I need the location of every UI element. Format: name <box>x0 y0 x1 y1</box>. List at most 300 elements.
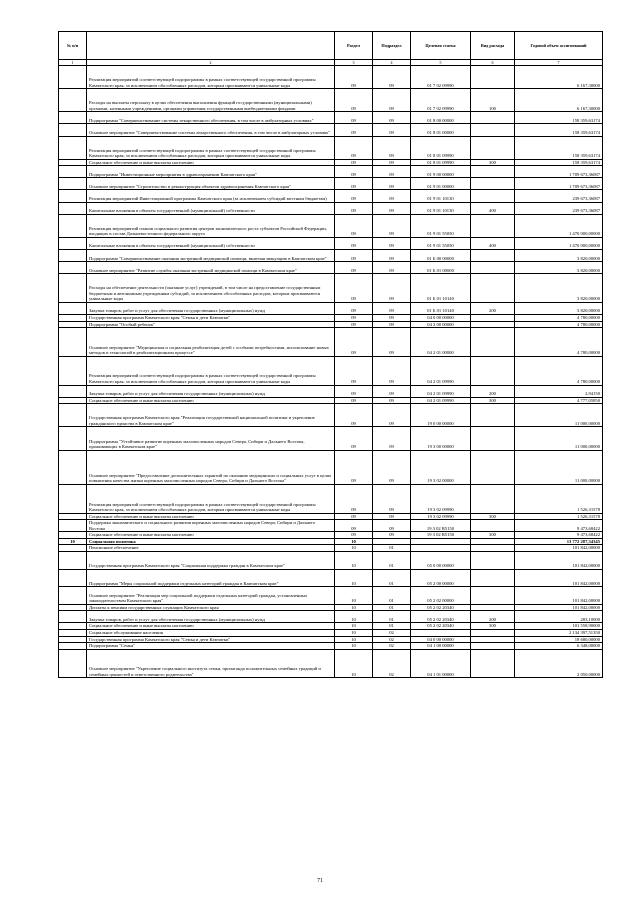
row-number <box>59 89 87 112</box>
row-section: 09 <box>335 237 373 249</box>
row-expense-type: 200 <box>471 385 515 397</box>
row-target-article: 04 2 01 00000 <box>411 328 471 357</box>
row-number <box>59 484 87 513</box>
column-index: 2 <box>87 60 335 66</box>
row-section: 09 <box>335 190 373 202</box>
row-subsection: 01 <box>373 611 411 623</box>
row-section: 09 <box>335 66 373 89</box>
row-target-article: 01 9 00 00000 <box>411 166 471 178</box>
row-expense-type <box>471 356 515 385</box>
row-subsection: 09 <box>373 89 411 112</box>
table-row <box>59 112 603 124</box>
table-row <box>59 302 603 314</box>
row-expense-type: 100 <box>471 89 515 112</box>
row-subsection: 09 <box>373 178 411 190</box>
row-name: Основное мероприятие "Строительство и реконструкция объектов здравоохранения Камчатского края" <box>87 178 335 190</box>
row-subsection: 09 <box>373 356 411 385</box>
row-subsection: 01 <box>373 623 411 630</box>
row-target-article: 04 2 01 09990 <box>411 385 471 397</box>
row-expense-type <box>471 404 515 427</box>
row-amount: 158 359,63174 <box>515 136 603 159</box>
table-row <box>59 214 603 237</box>
row-section: 10 <box>335 538 373 545</box>
row-target-article: 19 3 02 09990 <box>411 484 471 513</box>
row-section: 09 <box>335 404 373 427</box>
row-subsection: 09 <box>373 321 411 328</box>
row-amount: 11 000,00000 <box>515 427 603 450</box>
row-subsection: 01 <box>373 604 411 611</box>
row-name: Государственная программа Камчатского края "Социальная поддержка граждан в Камчатском крае" <box>87 551 335 569</box>
row-name: Социальное обеспечение и иные выплаты населению <box>87 623 335 630</box>
row-amount: 3 820,00000 <box>515 262 603 274</box>
row-amount: 101 842,00000 <box>515 545 603 552</box>
row-subsection: 09 <box>373 166 411 178</box>
table-row <box>59 136 603 159</box>
row-name: Социальное обеспечение и иные выплаты населению <box>87 397 335 404</box>
row-expense-type <box>471 520 515 532</box>
row-expense-type <box>471 484 515 513</box>
row-expense-type: 300 <box>471 513 515 520</box>
row-amount: 1 526,31578 <box>515 484 603 513</box>
row-target-article: 01 8 00 00000 <box>411 112 471 124</box>
row-expense-type: 300 <box>471 532 515 539</box>
row-name: Подпрограмма "Устойчивое развитие коренных малочисленных народов Севера, Сибири и Дальнего Востока, проживающих в Камчатском крае" <box>87 427 335 450</box>
row-number <box>59 520 87 532</box>
header-num: № п/п <box>59 32 87 60</box>
row-number <box>59 214 87 237</box>
row-subsection: 09 <box>373 237 411 249</box>
row-section: 09 <box>335 124 373 136</box>
header-annual-amount: Годовой объем ассигнований <box>515 32 603 60</box>
row-subsection: 09 <box>373 520 411 532</box>
row-section: 10 <box>335 636 373 643</box>
row-name: Основное мероприятие "Медицинская и социальная реабилитация детей с особыми потребностями, использование новых методов и технологий в реабилитационном процессе" <box>87 328 335 357</box>
row-target-article: 19 3 02 R5150 <box>411 532 471 539</box>
row-number <box>59 202 87 214</box>
column-index: 4 <box>373 60 411 66</box>
row-name: Государственная программа Камчатского края "Семья и дети Камчатки" <box>87 314 335 321</box>
row-amount: 101 842,00000 <box>515 604 603 611</box>
row-expense-type: 200 <box>471 302 515 314</box>
row-number <box>59 551 87 569</box>
row-expense-type <box>471 569 515 587</box>
row-expense-type <box>471 178 515 190</box>
table-row <box>59 484 603 513</box>
row-amount: 1 470 000,00000 <box>515 237 603 249</box>
row-target-article: 19 0 00 00000 <box>411 404 471 427</box>
row-section: 10 <box>335 551 373 569</box>
row-target-article: 04 2 00 00000 <box>411 321 471 328</box>
row-number <box>59 569 87 587</box>
row-number <box>59 190 87 202</box>
row-name: Подпрограмма "Семья" <box>87 643 335 650</box>
row-subsection: 09 <box>373 314 411 321</box>
row-amount: 1 526,31578 <box>515 513 603 520</box>
table-row <box>59 450 603 484</box>
row-section: 09 <box>335 89 373 112</box>
row-section: 09 <box>335 202 373 214</box>
column-index: 1 <box>59 60 87 66</box>
row-number: 10 <box>59 538 87 545</box>
row-amount: 101 842,00000 <box>515 551 603 569</box>
row-name: Поддержка экономического и социального развития коренных малочисленных народов Севера, Сибири и Дальнего Востока <box>87 520 335 532</box>
row-target-article: 01 9 01 10130 <box>411 202 471 214</box>
row-number <box>59 66 87 89</box>
row-name: Пенсионное обеспечение <box>87 545 335 552</box>
row-subsection: 02 <box>373 643 411 650</box>
row-target-article: 01 8 01 09990 <box>411 159 471 166</box>
row-name: Подпрограмма "Особый ребенок" <box>87 321 335 328</box>
table-row <box>59 427 603 450</box>
header-subsection: Подраздел <box>373 32 411 60</box>
row-number <box>59 356 87 385</box>
row-name: Закупка товаров, работ и услуг для обеспечения государственных (муниципальных) нужд <box>87 611 335 623</box>
row-section: 09 <box>335 166 373 178</box>
table-row <box>59 124 603 136</box>
row-name: Государственная программа Камчатского края "Семья и дети Камчатки" <box>87 636 335 643</box>
row-section: 10 <box>335 587 373 605</box>
row-target-article: 01 7 02 09990 <box>411 66 471 89</box>
row-target-article: 01 9 01 55050 <box>411 237 471 249</box>
row-amount: 2 050,00000 <box>515 649 603 678</box>
row-amount: 1 709 673,36087 <box>515 178 603 190</box>
row-section: 09 <box>335 450 373 484</box>
row-amount: 101 842,00000 <box>515 569 603 587</box>
row-section: 09 <box>335 314 373 321</box>
row-name: Подпрограмма "Инвестиционные мероприятия в здравоохранении Камчатского края" <box>87 166 335 178</box>
row-name: Реализация мероприятий Инвестиционной программы Камчатского края (за исключением субсидий местным бюджетам) <box>87 190 335 202</box>
column-index: 3 <box>335 60 373 66</box>
row-subsection: 01 <box>373 551 411 569</box>
row-section: 09 <box>335 484 373 513</box>
column-index: 5 <box>411 60 471 66</box>
row-expense-type <box>471 649 515 678</box>
table-row <box>59 237 603 249</box>
row-expense-type <box>471 328 515 357</box>
row-amount: 4 780,00000 <box>515 356 603 385</box>
row-amount: 4 780,00000 <box>515 328 603 357</box>
row-name: Реализация мероприятий соответствующей подпрограммы в рамках соответствующей государственной программы Камчатского края, за исключением обособленных расходов, которым присваиваются уникальные коды <box>87 66 335 89</box>
row-subsection: 02 <box>373 636 411 643</box>
row-subsection: 09 <box>373 190 411 202</box>
row-subsection: 09 <box>373 404 411 427</box>
row-name: Основное мероприятие "Развитие службы оказания экстренной медицинской помощи в Камчатском крае" <box>87 262 335 274</box>
row-subsection: 09 <box>373 112 411 124</box>
row-name: Реализация мероприятий соответствующей подпрограммы в рамках соответствующей государственной программы Камчатского края, за исключением обособленных расходов, которым присваиваются уникальные коды <box>87 484 335 513</box>
row-number <box>59 178 87 190</box>
row-expense-type <box>471 166 515 178</box>
row-target-article: 05 2 02 20340 <box>411 623 471 630</box>
header-section: Раздел <box>335 32 373 60</box>
row-amount: 158 359,63174 <box>515 159 603 166</box>
row-amount: 2,94150 <box>515 385 603 397</box>
table-row <box>59 166 603 178</box>
row-target-article: 01 Б 01 00000 <box>411 262 471 274</box>
row-amount: 3 820,00000 <box>515 274 603 303</box>
table-row <box>59 190 603 202</box>
table-body <box>59 66 603 678</box>
row-expense-type <box>471 551 515 569</box>
row-name: Реализация мероприятий планов социального развития центров экономического роста субъектов Российской Федерации, входящих в состав Дальневосточного федерального округа <box>87 214 335 237</box>
row-section: 09 <box>335 532 373 539</box>
row-amount: 283,10000 <box>515 611 603 623</box>
row-subsection: 09 <box>373 66 411 89</box>
row-section: 09 <box>335 159 373 166</box>
row-name: Закупка товаров, работ и услуг для обеспечения государственных (муниципальных) нужд <box>87 302 335 314</box>
table-row <box>59 551 603 569</box>
row-target-article: 04 1 00 00000 <box>411 643 471 650</box>
row-target-article: 01 7 02 09990 <box>411 89 471 112</box>
row-expense-type <box>471 262 515 274</box>
row-section: 10 <box>335 545 373 552</box>
row-target-article: 05 2 02 00000 <box>411 587 471 605</box>
row-amount: 11 000,00000 <box>515 404 603 427</box>
row-target-article: 04 2 01 09990 <box>411 356 471 385</box>
header-name <box>87 32 335 60</box>
row-section: 09 <box>335 112 373 124</box>
row-amount: 1 709 673,36087 <box>515 166 603 178</box>
row-amount: 9 473,68422 <box>515 532 603 539</box>
row-section: 09 <box>335 328 373 357</box>
budget-table <box>58 31 603 678</box>
row-section: 09 <box>335 302 373 314</box>
row-amount: 101 842,00000 <box>515 587 603 605</box>
row-number <box>59 427 87 450</box>
row-number <box>59 385 87 397</box>
row-name: Капитальные вложения в объекты государственной (муниципальной) собственности <box>87 237 335 249</box>
row-number <box>59 166 87 178</box>
table-header-row <box>59 32 603 60</box>
row-name: Социальное обеспечение и иные выплаты населению <box>87 513 335 520</box>
row-subsection: 09 <box>373 385 411 397</box>
row-section: 09 <box>335 249 373 261</box>
table-row <box>59 520 603 532</box>
row-section: 09 <box>335 136 373 159</box>
row-expense-type <box>471 124 515 136</box>
row-name: Основное мероприятие "Совершенствование системы лекарственного обеспечения, в том числе в амбулаторных условиях" <box>87 124 335 136</box>
row-target-article: 19 3 02 00000 <box>411 450 471 484</box>
row-expense-type: 400 <box>471 237 515 249</box>
row-target-article: 04 0 00 00000 <box>411 314 471 321</box>
row-number <box>59 274 87 303</box>
row-amount: 3 820,00000 <box>515 302 603 314</box>
row-name: Расходы на выплаты персоналу в целях обеспечения выполнения функций государственными (муниципальными) органами, казенными учреждениями, органами управления государственными внебюджетными фондами <box>87 89 335 112</box>
row-amount: 158 359,63174 <box>515 124 603 136</box>
row-amount: 13 772 287,34345 <box>515 538 603 545</box>
table-row <box>59 328 603 357</box>
row-subsection: 09 <box>373 427 411 450</box>
row-target-article: 19 3 02 R5150 <box>411 520 471 532</box>
table-row <box>59 649 603 678</box>
row-number <box>59 450 87 484</box>
row-amount: 11 000,00000 <box>515 450 603 484</box>
row-subsection: 02 <box>373 649 411 678</box>
row-number <box>59 328 87 357</box>
row-name: Основное мероприятие "Реализация мер социальной поддержки отдельных категорий граждан, установленных законодательством Камчатского края" <box>87 587 335 605</box>
table-row <box>59 274 603 303</box>
row-amount: 239 673,36087 <box>515 190 603 202</box>
row-name: Основное мероприятие "Укрепление социального института семьи, пропаганда положительных семейных традиций и семейных ценностей и ответственного родительства" <box>87 649 335 678</box>
row-amount: 158 359,63174 <box>515 112 603 124</box>
row-amount: 4 780,00000 <box>515 321 603 328</box>
row-amount: 2 134 397,51350 <box>515 630 603 637</box>
row-section: 09 <box>335 214 373 237</box>
row-expense-type: 300 <box>471 623 515 630</box>
row-expense-type <box>471 450 515 484</box>
row-subsection: 01 <box>373 569 411 587</box>
row-name: Социальное обеспечение и иные выплаты населению <box>87 159 335 166</box>
row-amount: 9 473,68422 <box>515 520 603 532</box>
column-index: 6 <box>471 60 515 66</box>
row-amount: 1 470 000,00000 <box>515 214 603 237</box>
row-section: 10 <box>335 630 373 637</box>
row-amount: 6 167,30000 <box>515 66 603 89</box>
row-number <box>59 611 87 623</box>
row-subsection: 09 <box>373 513 411 520</box>
row-subsection: 09 <box>373 159 411 166</box>
row-target-article: 05 2 02 20340 <box>411 611 471 623</box>
row-amount: 6 167,30000 <box>515 89 603 112</box>
row-amount: 18 680,00000 <box>515 636 603 643</box>
row-section: 10 <box>335 649 373 678</box>
row-name: Расходы на обеспечение деятельности (оказание услуг) учреждений, в том числе на предоставление государственным бюджетным и автономным учреждениям субсидий, за исключением обособленных расходов, которым присваиваются уникальные коды <box>87 274 335 303</box>
row-section: 09 <box>335 356 373 385</box>
row-subsection: 09 <box>373 124 411 136</box>
row-section: 10 <box>335 623 373 630</box>
row-subsection: 09 <box>373 328 411 357</box>
row-section: 09 <box>335 520 373 532</box>
row-target-article: 01 8 01 00000 <box>411 124 471 136</box>
row-target-article: 04 2 01 09990 <box>411 397 471 404</box>
row-section: 09 <box>335 427 373 450</box>
row-amount: 6 348,00000 <box>515 643 603 650</box>
row-number <box>59 136 87 159</box>
row-name: Подпрограмма "Меры социальной поддержки отдельных категорий граждан в Камчатском крае" <box>87 569 335 587</box>
table-row <box>59 249 603 261</box>
row-subsection: 09 <box>373 262 411 274</box>
row-name: Реализация мероприятий соответствующей подпрограммы в рамках соответствующей государственной программы Камчатского края, за исключением обособленных расходов, которым присваиваются уникальные коды <box>87 356 335 385</box>
header-expense-type: Вид расхода <box>471 32 515 60</box>
row-subsection: 09 <box>373 532 411 539</box>
row-name: Социальная политика <box>87 538 335 545</box>
row-name: Социальное обеспечение и иные выплаты населению <box>87 532 335 539</box>
row-subsection: 09 <box>373 450 411 484</box>
row-number <box>59 124 87 136</box>
header-target-article: Целевая статья <box>411 32 471 60</box>
row-subsection: 01 <box>373 587 411 605</box>
row-target-article: 19 3 02 09990 <box>411 513 471 520</box>
row-name: Подпрограмма "Совершенствование оказания экстренной медицинской помощи, включая эвакуацию в Камчатском крае" <box>87 249 335 261</box>
row-expense-type <box>471 190 515 202</box>
row-target-article: 01 Б 00 00000 <box>411 249 471 261</box>
row-expense-type: 400 <box>471 202 515 214</box>
row-target-article: 19 3 00 00000 <box>411 427 471 450</box>
page-number: 71 <box>317 878 323 884</box>
row-subsection: 02 <box>373 630 411 637</box>
row-section: 10 <box>335 569 373 587</box>
row-section: 09 <box>335 513 373 520</box>
row-section: 09 <box>335 274 373 303</box>
row-name: Социальное обслуживание населения <box>87 630 335 637</box>
row-target-article: 04 0 00 00000 <box>411 636 471 643</box>
table-row <box>59 569 603 587</box>
row-number <box>59 404 87 427</box>
row-subsection: 09 <box>373 484 411 513</box>
table-row <box>59 66 603 89</box>
row-section: 10 <box>335 604 373 611</box>
row-expense-type: 300 <box>471 159 515 166</box>
row-number <box>59 649 87 678</box>
row-target-article: 01 9 01 00000 <box>411 178 471 190</box>
column-index: 7 <box>515 60 603 66</box>
row-target-article: 01 9 01 55050 <box>411 214 471 237</box>
row-amount: 101 558,90000 <box>515 623 603 630</box>
row-section: 09 <box>335 262 373 274</box>
row-amount: 4 777,05850 <box>515 397 603 404</box>
row-target-article: 05 0 00 00000 <box>411 551 471 569</box>
row-name: Капитальные вложения в объекты государственной (муниципальной) собственности <box>87 202 335 214</box>
table-row <box>59 385 603 397</box>
row-name: Закупка товаров, работ и услуг для обеспечения государственных (муниципальных) нужд <box>87 385 335 397</box>
row-subsection: 09 <box>373 136 411 159</box>
table-row <box>59 262 603 274</box>
row-name: Доплаты к пенсиям государственных служащих Камчатского края <box>87 604 335 611</box>
row-section: 09 <box>335 321 373 328</box>
row-name: Реализация мероприятий соответствующей подпрограммы в рамках соответствующей государственной программы Камчатского края, за исключением обособленных расходов, которым присваиваются уникальные коды <box>87 136 335 159</box>
row-number <box>59 249 87 261</box>
row-expense-type <box>471 274 515 303</box>
row-target-article: 05 2 00 00000 <box>411 569 471 587</box>
row-amount: 4 780,00000 <box>515 314 603 321</box>
row-subsection: 09 <box>373 249 411 261</box>
table-row <box>59 178 603 190</box>
table-row <box>59 202 603 214</box>
row-expense-type <box>471 249 515 261</box>
row-section: 09 <box>335 178 373 190</box>
row-expense-type <box>471 136 515 159</box>
row-amount: 239 673,36087 <box>515 202 603 214</box>
row-expense-type <box>471 587 515 605</box>
row-subsection: 09 <box>373 397 411 404</box>
row-target-article: 04 1 01 00000 <box>411 649 471 678</box>
row-number <box>59 302 87 314</box>
table-row <box>59 404 603 427</box>
table-row <box>59 89 603 112</box>
table-row <box>59 587 603 605</box>
row-section: 09 <box>335 397 373 404</box>
row-section: 10 <box>335 643 373 650</box>
row-expense-type <box>471 427 515 450</box>
row-amount: 3 820,00000 <box>515 249 603 261</box>
row-subsection: 09 <box>373 274 411 303</box>
row-section: 09 <box>335 385 373 397</box>
row-number <box>59 262 87 274</box>
row-target-article: 01 Б 01 10140 <box>411 274 471 303</box>
row-expense-type <box>471 214 515 237</box>
row-expense-type <box>471 112 515 124</box>
row-expense-type: 300 <box>471 397 515 404</box>
row-section: 10 <box>335 611 373 623</box>
row-target-article: 05 2 02 20340 <box>411 604 471 611</box>
row-subsection: 09 <box>373 302 411 314</box>
row-number <box>59 237 87 249</box>
row-expense-type <box>471 66 515 89</box>
row-name: Государственная программа Камчатского края "Реализация государственной национальной политики и укрепление гражданского единства в Камчатском крае" <box>87 404 335 427</box>
row-subsection: 09 <box>373 202 411 214</box>
row-name: Подпрограмма "Совершенствование системы лекарственного обеспечения, в том числе в амбулаторных условиях" <box>87 112 335 124</box>
table-row <box>59 611 603 623</box>
row-target-article: 01 9 01 10130 <box>411 190 471 202</box>
